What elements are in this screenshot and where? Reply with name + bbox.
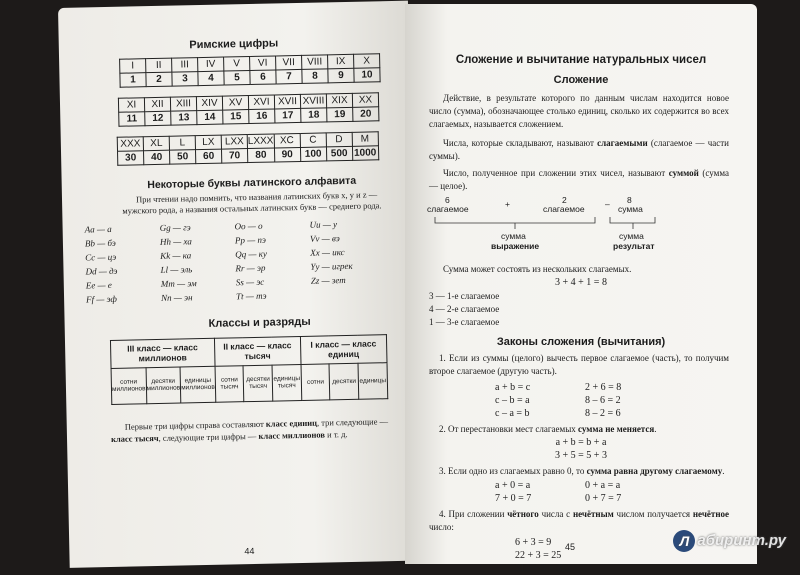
arabic-numeral-cell: 50 xyxy=(170,150,196,165)
roman-numeral-cell: XXX xyxy=(117,137,143,152)
arabic-numeral-cell: 1 xyxy=(120,73,146,88)
diagram-expression: выражение xyxy=(491,241,540,252)
arabic-numeral-cell: 500 xyxy=(326,146,352,161)
roman-numeral-cell: LX xyxy=(195,135,221,150)
classes-text: Первые три цифры справа составляют класс единиц, три следующие — класс тысяч, следующие три цифры — класс миллионов и т. д. xyxy=(110,416,389,445)
page-number-left: 44 xyxy=(244,546,255,557)
right-title: Сложение и вычитание натуральных чисел xyxy=(455,54,707,66)
right-page xyxy=(405,4,757,574)
law-2-equations: a + b = b + a 3 + 5 = 5 + 3 xyxy=(555,436,607,461)
latin-letter xyxy=(311,288,386,300)
latin-letter: Kk — ка xyxy=(160,250,192,261)
digit-place-cell: сотни миллионов xyxy=(111,368,146,405)
roman-numeral-cell: II xyxy=(146,58,172,73)
arabic-numeral-cell: 80 xyxy=(247,148,274,163)
arabic-numeral-cell: 3 xyxy=(172,72,198,87)
law-1: 1. Если из суммы (целого) вычесть первое слагаемое (часть), то получим второе слагаемое (другую часть). xyxy=(429,352,729,376)
left-page xyxy=(58,1,420,568)
latin-note: При чтении надо помнить, что названия латинских букв x, y и z — мужского рода, а названия остальных латинских букв — среднего рода. xyxy=(122,189,382,217)
law-3-equations xyxy=(495,479,757,505)
law-3-equation: 7 + 0 = 7 xyxy=(495,492,532,504)
latin-letter: Hh — ха xyxy=(159,236,192,247)
law-3-equation: 0 + a = a xyxy=(585,479,621,491)
law-3-equation: 0 + 7 = 7 xyxy=(585,492,622,504)
roman-numeral-cell: X xyxy=(354,54,380,69)
arabic-numeral-cell: 15 xyxy=(223,110,249,125)
arabic-numeral-cell: 14 xyxy=(197,110,223,125)
several-addends-text: Сумма может состоять из нескольких слагаемых. xyxy=(443,264,632,275)
arabic-numeral-cell: 40 xyxy=(144,150,170,165)
arabic-numeral-cell: 16 xyxy=(249,109,275,124)
several-addends-eq: 3 + 4 + 1 = 8 xyxy=(555,277,607,289)
arabic-numeral-cell: 4 xyxy=(198,71,224,86)
arabic-numeral-cell: 30 xyxy=(118,151,144,166)
latin-letter: Mm — эм xyxy=(160,278,197,289)
roman-numeral-cell: XC xyxy=(274,133,300,148)
roman-table-3 xyxy=(117,131,379,165)
diagram-sum-2: сумма xyxy=(619,231,644,242)
latin-letter: Bb — бэ xyxy=(84,237,116,249)
latin-letter: Oo — о xyxy=(234,220,263,232)
law-3-equation: a + 0 = a xyxy=(495,479,531,491)
definition-paragraph: Действие, в результате которого по данным числам находится новое число (сумма), обозначающее столько единиц, сколько их содержится во всех слагаемых, называется сложением. xyxy=(429,93,729,130)
arabic-numeral-cell: 19 xyxy=(327,107,353,122)
latin-letter: Tt — тэ xyxy=(235,290,267,302)
roman-numeral-cell: D xyxy=(326,132,352,147)
arabic-numeral-cell: 20 xyxy=(353,107,379,122)
diagram-sum-top: сумма xyxy=(618,204,643,215)
diagram-sum: сумма xyxy=(501,231,526,242)
latin-letter: Yy — игрек xyxy=(310,260,353,272)
roman-numeral-cell: IV xyxy=(198,57,224,72)
class-unit: I класс — класс единиц xyxy=(300,335,387,365)
latin-letter: Ss — эс xyxy=(235,276,265,288)
diagram-2: 2 xyxy=(562,195,567,206)
latin-letter: Xx — икс xyxy=(310,246,345,258)
arabic-numeral-cell: 9 xyxy=(328,68,354,83)
latin-letter: Rr — эр xyxy=(235,262,266,274)
arabic-numeral-cell: 5 xyxy=(224,70,250,85)
roman-numeral-cell: XIX xyxy=(326,93,352,108)
roman-numeral-cell: XIV xyxy=(196,96,222,111)
law-1-equation: c – b = a xyxy=(495,394,530,406)
law-1-equation: a + b = c xyxy=(495,381,531,393)
latin-letter: Uu — у xyxy=(309,219,338,230)
roman-numeral-cell: LXX xyxy=(221,135,247,150)
watermark: Л абиринт.ру xyxy=(673,530,786,552)
diagram-8: 8 xyxy=(627,195,632,206)
law-1-equations xyxy=(495,381,757,420)
arabic-numeral-cell: 1000 xyxy=(353,147,377,159)
roman-numeral-cell: VII xyxy=(276,55,302,70)
roman-numeral-cell: XVI xyxy=(248,95,274,110)
roman-numeral-cell: XVIII xyxy=(300,94,326,109)
latin-letters-grid xyxy=(85,218,415,305)
law-1-equation: 8 – 2 = 6 xyxy=(585,407,621,419)
law-3: 3. Если одно из слагаемых равно 0, то сумма равна другому слагаемому. xyxy=(439,465,725,476)
roman-table-2 xyxy=(118,92,380,126)
law-1-equation: 2 + 6 = 8 xyxy=(585,381,622,393)
roman-numeral-cell: C xyxy=(300,133,326,148)
digit-place-cell: сотни тысяч xyxy=(215,366,244,403)
latin-letter: Vv — вэ xyxy=(309,233,340,244)
roman-numeral-cell: VIII xyxy=(302,55,328,70)
digit-place-cell: сотни xyxy=(301,364,330,401)
diagram-addend-2: слагаемое xyxy=(543,204,585,215)
roman-table-1 xyxy=(119,53,381,87)
roman-numeral-cell: VI xyxy=(250,56,276,71)
sum-paragraph: Число, полученное при сложении этих чисел, называют суммой (сумма — целое). xyxy=(429,168,729,192)
latin-letter: Ff — эф xyxy=(86,293,117,305)
roman-numeral-cell: XX xyxy=(352,93,378,108)
arabic-numeral-cell: 90 xyxy=(274,147,300,162)
digit-place-cell: единицы xyxy=(358,363,387,400)
roman-numeral-cell: M xyxy=(352,132,378,147)
class-million: III класс — класс миллионов xyxy=(110,338,214,368)
latin-letter: Aa — а xyxy=(84,223,112,235)
arabic-numeral-cell: 60 xyxy=(195,149,221,164)
class-thousand: II класс — класс тысяч xyxy=(214,336,301,366)
latin-letter: Nn — эн xyxy=(160,292,193,303)
arabic-numeral-cell: 100 xyxy=(300,147,326,162)
addends-list: 3 — 1-е слагаемое 4 — 2-е слагаемое 1 — 3-е слагаемое xyxy=(429,291,500,328)
latin-letter: Gg — гэ xyxy=(159,222,191,233)
roman-numeral-cell: L xyxy=(169,136,195,151)
diagram-result: результат xyxy=(613,241,655,252)
diagram-6: 6 xyxy=(445,195,450,206)
digit-place-cell: десятки тысяч xyxy=(243,365,272,402)
arabic-numeral-cell: 17 xyxy=(275,108,301,123)
roman-title: Римские цифры xyxy=(189,37,279,52)
latin-letter: Ll — эль xyxy=(160,264,193,275)
digit-place-cell: единицы миллионов xyxy=(180,366,215,403)
roman-numeral-cell: V xyxy=(224,56,250,71)
diagram-lines xyxy=(405,195,757,257)
arabic-numeral-cell: 10 xyxy=(354,68,380,83)
roman-numeral-cell: XII xyxy=(144,97,170,112)
roman-numeral-cell: XL xyxy=(143,136,169,151)
roman-numeral-cell: XVII xyxy=(274,94,300,109)
arabic-numeral-cell: 18 xyxy=(301,108,327,123)
addends-paragraph: Числа, которые складывают, называют слагаемыми (слагаемое — части суммы). xyxy=(429,138,729,162)
roman-numeral-cell: III xyxy=(172,58,198,73)
roman-numeral-cell: IX xyxy=(328,54,354,69)
latin-letter: Ee — е xyxy=(85,279,112,291)
law-1-equation: 8 – 6 = 2 xyxy=(585,394,621,406)
labirint-logo-icon: Л xyxy=(673,530,695,552)
roman-numeral-cell: LXXX xyxy=(247,135,274,148)
latin-letter: Cc — цэ xyxy=(85,251,117,263)
digit-place-cell: десятки миллионов xyxy=(146,367,181,404)
arabic-numeral-cell: 6 xyxy=(250,70,276,85)
page-number-right: 45 xyxy=(565,542,576,552)
right-subtitle: Сложение xyxy=(553,74,609,86)
roman-numeral-cell: I xyxy=(120,59,146,74)
law-2: 2. От перестановки мест слагаемых сумма не меняется. xyxy=(439,423,657,434)
law-1-equation: c – a = b xyxy=(495,407,530,419)
classes-title: Классы и разряды xyxy=(208,315,311,330)
arabic-numeral-cell: 70 xyxy=(221,149,247,164)
arabic-numeral-cell: 11 xyxy=(119,112,145,127)
digit-place-cell: единицы тысяч xyxy=(272,364,301,401)
latin-title: Некоторые буквы латинского алфавита xyxy=(147,174,357,192)
arabic-numeral-cell: 2 xyxy=(146,72,172,87)
latin-letter: Pp — пэ xyxy=(234,234,266,246)
addition-diagram xyxy=(405,195,757,257)
law-4: 4. При сложении чётного числа с нечётным числом получается нечётное число: xyxy=(429,508,730,532)
digit-place-cell: десятки xyxy=(329,363,358,400)
diagram-minus: – xyxy=(605,199,610,210)
laws-title: Законы сложения (вычитания) xyxy=(496,335,666,348)
roman-numeral-cell: XV xyxy=(222,96,248,111)
roman-numeral-cell: XIII xyxy=(170,97,196,112)
diagram-addend-1: слагаемое xyxy=(427,204,469,215)
latin-letter: Zz — зет xyxy=(310,274,346,286)
arabic-numeral-cell: 8 xyxy=(302,69,328,84)
latin-letter: Dd — дэ xyxy=(85,265,118,277)
roman-numeral-cell: XI xyxy=(118,98,144,113)
latin-letter: Qq — ку xyxy=(235,248,268,260)
diagram-plus: + xyxy=(505,199,510,210)
arabic-numeral-cell: 12 xyxy=(145,111,171,126)
classes-table xyxy=(110,334,388,405)
arabic-numeral-cell: 7 xyxy=(276,69,302,84)
arabic-numeral-cell: 13 xyxy=(171,111,197,126)
law-4-equations: 6 + 3 = 9 22 + 3 = 25 318 + 3 = 321 xyxy=(515,536,572,574)
